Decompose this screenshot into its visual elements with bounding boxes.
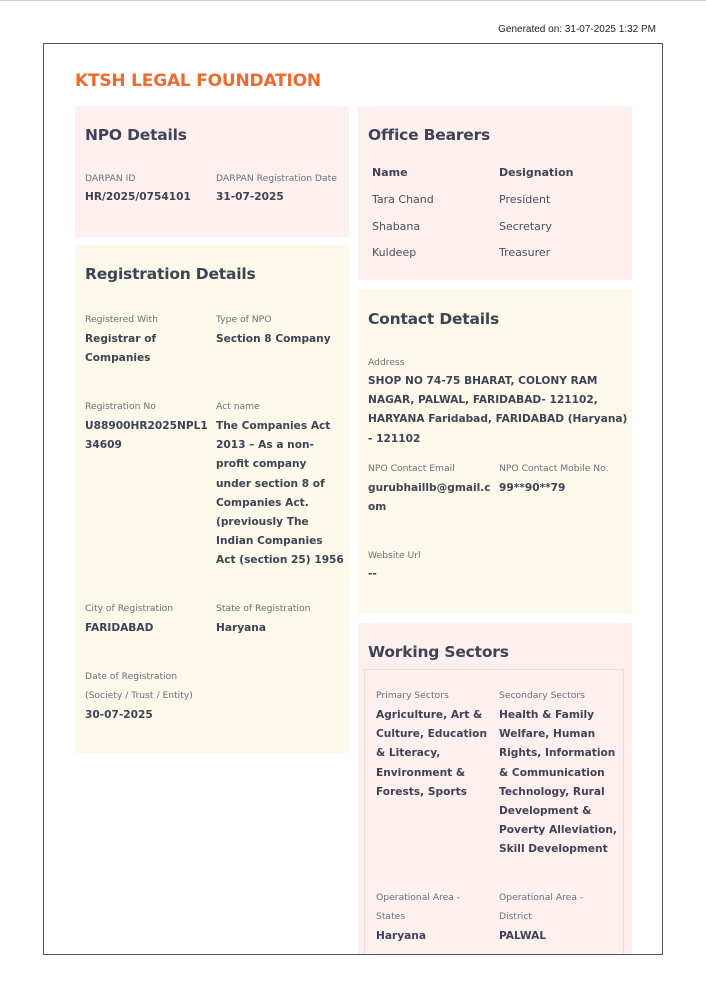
office-bearers-card (358, 106, 632, 280)
registration-details-title: Registration Details (85, 265, 256, 283)
bearer-name-header: Name (372, 166, 408, 179)
registration-no-label: Registration No (85, 401, 156, 412)
op-area-states-label: Operational Area - States (376, 892, 461, 922)
act-name-label: Act name (216, 401, 260, 412)
organization-name: KTSH LEGAL FOUNDATION (75, 71, 321, 91)
contact-details-title: Contact Details (368, 310, 500, 328)
contact-email-label: NPO Contact Email (368, 463, 455, 474)
op-area-district-value: PALWAL (499, 930, 547, 942)
primary-sectors-label: Primary Sectors (376, 690, 449, 701)
bearer-name: Tara Chand (372, 193, 434, 206)
bearer-designation-header: Designation (499, 166, 574, 179)
document-frame (43, 43, 663, 955)
darpan-reg-date-value: 31-07-2025 (216, 191, 284, 203)
type-of-npo-value: Section 8 Company (216, 333, 331, 345)
bearer-designation: Treasurer (499, 246, 551, 259)
darpan-id-label: DARPAN ID (85, 173, 136, 184)
state-of-registration-label: State of Registration (216, 603, 311, 614)
op-area-district-label: Operational Area - District (499, 892, 584, 922)
darpan-reg-date-label: DARPAN Registration Date (216, 173, 337, 184)
state-of-registration-value: Haryana (216, 622, 266, 634)
working-sectors-card (358, 623, 632, 955)
registered-with-label: Registered With (85, 314, 158, 325)
darpan-id-value: HR/2025/0754101 (85, 191, 191, 203)
contact-mobile-label: NPO Contact Mobile No. (499, 463, 609, 474)
bearer-name: Kuldeep (372, 246, 417, 259)
registration-no-value: U88900HR2025NPL134609 (85, 420, 208, 452)
page-top-rule (0, 0, 706, 1)
office-bearers-title: Office Bearers (368, 126, 491, 144)
city-of-registration-value: FARIDABAD (85, 622, 154, 634)
bearer-designation: President (499, 193, 551, 206)
working-sectors-title: Working Sectors (368, 643, 509, 661)
op-area-states-value: Haryana (376, 930, 426, 942)
type-of-npo-label: Type of NPO (216, 314, 272, 325)
npo-details-card (75, 106, 349, 237)
city-of-registration-label: City of Registration (85, 603, 174, 614)
secondary-sectors-value: Health & Family Welfare, Human Rights, Information & Communication Technology, Rural Development & Poverty Alleviation, Skill Development (499, 709, 617, 856)
secondary-sectors-label: Secondary Sectors (499, 690, 585, 701)
address-label: Address (368, 357, 405, 368)
date-of-registration-label: Date of Registration (Society / Trust / Entity) (85, 671, 193, 701)
registered-with-value: Registrar of Companies (85, 333, 157, 365)
website-url-value: -- (368, 568, 377, 580)
bearer-designation: Secretary (499, 220, 552, 233)
contact-details-card (358, 289, 632, 614)
npo-details-title: NPO Details (85, 126, 187, 144)
website-url-label: Website Url (368, 550, 421, 561)
registration-details-card (75, 245, 349, 753)
date-of-registration-value: 30-07-2025 (85, 709, 153, 721)
address-value: SHOP NO 74-75 BHARAT, COLONY RAM NAGAR, PALWAL, FARIDABAD- 121102, HARYANA Faridabad, FARIDABAD (Haryana) - 121102 (368, 375, 628, 445)
act-name-value: The Companies Act 2013 – As a non-profit company under section 8 of Companies Act. (previously The Indian Companies Act (section 25) 1956 (216, 420, 344, 567)
primary-sectors-value: Agriculture, Art & Culture, Education & Literacy, Environment & Forests, Sports (376, 709, 487, 798)
generated-timestamp: Generated on: 31-07-2025 1:32 PM (498, 24, 656, 35)
contact-mobile-value: 99**90**79 (499, 482, 566, 494)
contact-email-value: gurubhaillb@gmail.com (368, 482, 491, 514)
bearer-name: Shabana (372, 220, 421, 233)
